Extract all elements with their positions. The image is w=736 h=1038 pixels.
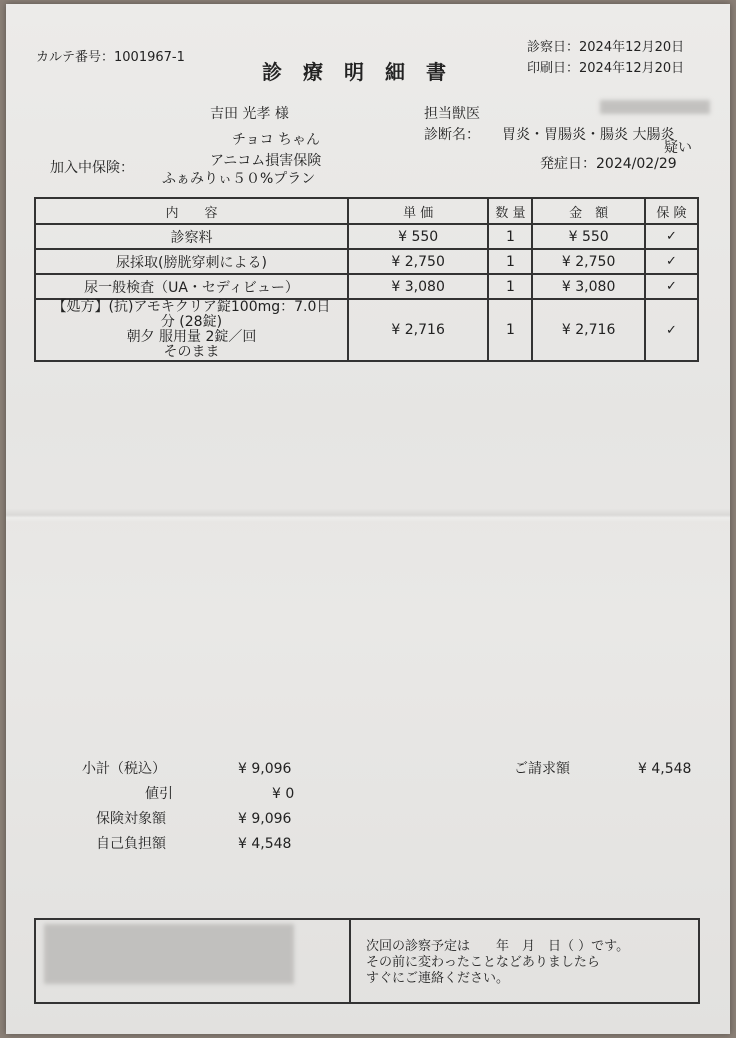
header-amount: 金 額 [532,198,644,224]
row-amount: ¥ 3,080 [532,274,644,299]
billing-label: ご請求額 [514,761,570,777]
header-insurance: 保 険 [645,198,698,224]
discount-label: 値引 [145,786,173,802]
onset-date: 発症日：2024/02/29 [540,156,677,172]
row-unit-price: ¥ 3,080 [348,274,488,299]
row-content: 尿一般検査（UA・セディビュー） [35,274,348,299]
insurance-plan: ふぁみりぃ５０%プラン [162,171,316,187]
vet-label: 担当獣医 [424,106,480,122]
prescription-line: そのまま [163,344,220,360]
next-visit-box [34,918,700,1004]
diagnosis-label: 診断名： [424,127,480,143]
diagnosis-line1: 胃炎・胃腸炎・腸炎 大腸炎 [502,127,675,143]
print-date: 印刷日：2024年12月20日 [527,61,685,76]
self-pay-label: 自己負担額 [96,836,166,852]
header-content: 内 容 [35,198,348,224]
row-quantity: 1 [488,299,532,361]
insurance-check-icon: ✓ [645,299,698,361]
insurance-check-icon: ✓ [645,249,698,274]
row-amount: ¥ 550 [532,224,644,249]
insurance-check-icon: ✓ [645,224,698,249]
pet-name: チョコ ちゃん [232,132,321,148]
row-unit-price: ¥ 2,716 [348,299,488,361]
table-row [35,224,698,249]
insured-amount-label: 保険対象額 [96,811,166,827]
next-visit-note [366,939,629,987]
table-row [35,274,698,299]
row-unit-price: ¥ 550 [348,224,488,249]
header-unit-price: 単 価 [348,198,488,224]
row-quantity: 1 [488,249,532,274]
redacted-vet-name [600,100,710,114]
header-quantity: 数 量 [488,198,532,224]
next-visit-line2: その前に変わったことなどありましたら [366,955,600,970]
box-divider [349,920,351,1002]
paper-fold [6,508,730,522]
row-amount: ¥ 2,750 [532,249,644,274]
prescription-line: 分 (28錠) [160,314,223,330]
items-table [34,197,699,362]
row-quantity: 1 [488,274,532,299]
discount-value: ¥ 0 [272,786,295,802]
insurance-label: 加入中保険： [50,160,134,176]
chart-number: カルテ番号：1001967-1 [36,50,185,65]
subtotal-label: 小計（税込） [82,761,166,777]
table-row [35,299,698,361]
next-visit-line1: 次回の診察予定は 年 月 日（ ）です。 [366,939,630,954]
prescription-line: 【処方】(抗)アモキクリア錠100mg：7.0日 [52,299,331,315]
row-content: 尿採取(膀胱穿刺による) [35,249,348,274]
exam-date: 診察日：2024年12月20日 [527,40,685,55]
row-content: 診察料 [35,224,348,249]
row-unit-price: ¥ 2,750 [348,249,488,274]
self-pay-value: ¥ 4,548 [238,836,292,852]
next-visit-line3: すぐにご連絡ください。 [366,971,510,986]
insurance-company: アニコム損害保険 [210,153,322,169]
redacted-clinic-info [44,924,294,984]
document-title: 診療明細書 [262,60,467,84]
table-header-row [35,198,698,224]
insurance-check-icon: ✓ [645,274,698,299]
prescription-line: 朝夕 服用量 2錠／回 [126,329,257,345]
subtotal-value: ¥ 9,096 [238,761,292,777]
table-row [35,249,698,274]
insured-amount-value: ¥ 9,096 [238,811,292,827]
row-amount: ¥ 2,716 [532,299,644,361]
row-content [35,299,348,361]
owner-name: 吉田 光孝 様 [210,106,289,122]
billing-value: ¥ 4,548 [638,761,692,777]
row-quantity: 1 [488,224,532,249]
diagnosis-line2: 疑い [664,140,692,156]
